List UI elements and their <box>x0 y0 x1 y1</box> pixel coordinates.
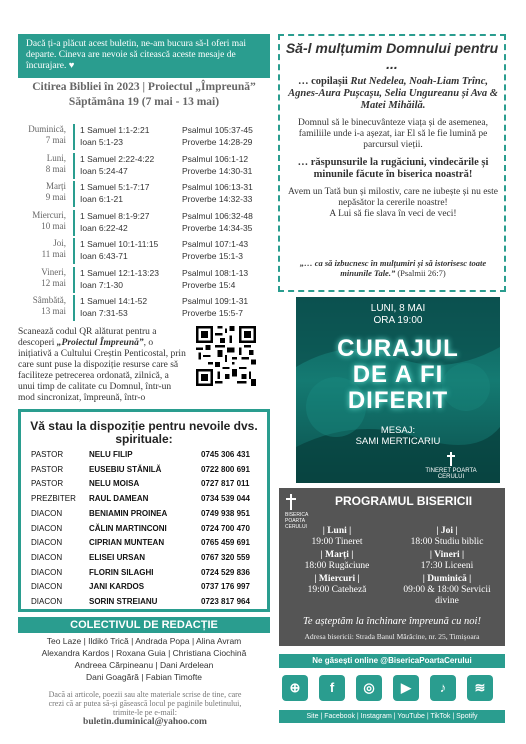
contact-phone[interactable]: 0724 529 836 <box>201 567 250 577</box>
reading-row <box>18 295 270 325</box>
reading-ref: Psalmul 108:1-13 <box>182 267 249 278</box>
contact-phone[interactable]: 0767 320 559 <box>201 552 250 562</box>
church-address: Adresa bisericii: Strada Banul Mărăcine, nr. 25, Timișoara <box>304 632 480 641</box>
reading-refs-secondary <box>182 238 248 262</box>
contact-role: DIACON <box>31 597 63 606</box>
contact-row <box>31 465 263 478</box>
contact-name: FLORIN SILAGHI <box>89 567 154 577</box>
contact-role: DIACON <box>31 567 63 577</box>
reading-ref: Psalmul 106:13-31 <box>182 182 253 192</box>
reading-ref: Ioan 7:1-30 <box>80 279 124 290</box>
footer-email-link[interactable]: buletin.duminical@yahoo.com <box>83 717 207 727</box>
reading-day-date: 10 mai <box>41 220 66 231</box>
contact-name: SORIN STREIANU <box>89 597 158 606</box>
contact-row <box>31 479 263 492</box>
reading-day <box>18 210 66 232</box>
contact-name: NELU MOISA <box>89 479 140 489</box>
glory-text: A Lui să fie slava în veci de veci! <box>329 209 457 219</box>
contact-role: DIACON <box>31 582 63 592</box>
children-names: Rut Nedelea, Noah-Liam Trînc, Agnes-Aura Pușcașu, Selia Ungureanu și Ava & Matei Mihăilă. <box>288 76 498 111</box>
reading-day <box>18 181 66 203</box>
reading-divider <box>73 295 75 321</box>
contact-phone[interactable]: 0723 817 964 <box>201 597 250 606</box>
poster-message-label: MESAJ: <box>380 425 416 436</box>
contact-name: BENIAMIN PROINEA <box>89 508 168 518</box>
reading-refs-primary <box>80 267 159 291</box>
church-logo <box>285 494 325 530</box>
thanksgiving-box <box>278 34 506 292</box>
reading-ref: Proverbe 15:1-3 <box>182 251 243 261</box>
contact-name: CĂLIN MARTINCONI <box>89 523 167 533</box>
reading-refs-secondary <box>182 181 253 205</box>
poster-date <box>296 303 500 327</box>
schedule-activity: 09:00 & 18:00 Servicii divine <box>403 585 491 606</box>
reading-ref: Psalmul 107:1-43 <box>182 239 249 249</box>
globe-icon[interactable]: ⊕ <box>282 675 308 701</box>
schedule-item <box>285 526 389 548</box>
reading-refs-primary <box>80 295 147 319</box>
qr-description <box>18 327 186 404</box>
reading-ref: 1 Samuel 10:1-11:15 <box>80 239 159 249</box>
footer-note: Dacă ai articole, poezii sau alte materiale scrise de tine, care crezi că ar putea să-și găsească locul pe paginile buletinului, trimite-le pe e-mail: <box>48 690 242 717</box>
schedule-day: | Joi | <box>436 526 458 536</box>
schedule-activity: 18:00 Rugăciune <box>304 561 370 571</box>
contact-row <box>31 582 263 595</box>
reading-ref: 1 Samuel 12:1-13:23 <box>80 267 159 278</box>
reading-ref: Proverbe 14:32-33 <box>182 194 253 204</box>
reading-refs-primary <box>80 210 149 234</box>
qr-description-rest: , o inițiativă a Cultului Creștin Penticostal, prin care sunt puse la dispoziție resurse care să faciliteze petrecerea ordonată, zilnică, a unui timp de calitate cu Domnul, într-un mod sincronizat, împreună, într-o <box>18 338 186 403</box>
schedule-activity: 18:00 Studiu biblic <box>410 537 484 547</box>
contact-phone[interactable]: 0749 938 951 <box>201 508 250 518</box>
reading-ref: Ioan 5:1-23 <box>80 137 124 147</box>
qr-description-intro: Scanează codul QR alăturat pentru a descoperi <box>18 327 157 348</box>
reading-day-name: Sâmbătă, <box>32 295 66 305</box>
poster-time: ORA 19:00 <box>373 315 423 326</box>
reading-row <box>18 181 270 211</box>
reading-ref: 1 Samuel 14:1-52 <box>80 296 148 306</box>
reading-refs-primary <box>80 124 149 148</box>
reading-refs-primary <box>80 153 154 177</box>
contact-name: ELISEI URSAN <box>89 552 146 562</box>
contact-phone[interactable]: 0737 176 997 <box>201 582 250 592</box>
reading-day <box>18 295 66 317</box>
reading-divider <box>73 267 75 293</box>
schedule-day: | Duminică | <box>422 574 472 584</box>
reading-day-date: 9 mai <box>45 192 66 202</box>
reading-refs-primary <box>80 181 149 205</box>
poster-message <box>296 425 500 447</box>
contact-phone[interactable]: 0765 459 691 <box>201 538 250 548</box>
contact-row <box>31 597 263 610</box>
contact-role: DIACON <box>31 523 63 533</box>
qr-code-icon[interactable] <box>196 326 256 386</box>
reading-row <box>18 267 270 297</box>
contact-name: RAUL DAMEAN <box>89 494 149 504</box>
contact-phone[interactable]: 0722 800 691 <box>201 464 250 474</box>
poster-headline-1: CURAJUL <box>337 335 459 362</box>
contact-role: DIACON <box>31 508 63 518</box>
poster-headline-2: DE A FI <box>352 361 444 388</box>
schedule-activity: 19:00 Cateheză <box>307 585 367 595</box>
program-title: PROGRAMUL BISERICII <box>335 494 473 508</box>
reading-ref: Ioan 6:43-71 <box>80 251 128 261</box>
contact-row <box>31 450 263 463</box>
contact-phone[interactable]: 0734 539 044 <box>201 494 250 504</box>
intro-banner: Dacă ți-a plăcut acest buletin, ne-am bucura să-l oferi mai departe. Cineva are nevoie să citească aceste mesaje de încurajare. ♥ <box>18 34 270 78</box>
reading-divider <box>73 124 75 150</box>
reading-divider <box>73 153 75 179</box>
contact-role: PREZBITER <box>31 494 76 504</box>
reading-ref: Proverbe 14:28-29 <box>182 137 253 147</box>
reading-day-name: Vineri, <box>41 266 66 277</box>
contact-row <box>31 568 263 581</box>
schedule-day: | Miercuri | <box>314 574 360 584</box>
reading-ref: 1 Samuel 5:1-7:17 <box>80 182 150 192</box>
contact-row <box>31 553 263 566</box>
contact-name: NELU FILIP <box>89 450 133 459</box>
schedule-item <box>395 574 499 607</box>
reading-ref: Proverbe 14:30-31 <box>182 165 253 176</box>
poster-speaker: SAMI MERTICARIU <box>355 436 441 447</box>
poster-logo-text: TINERET POARTA CERULUI <box>425 468 477 480</box>
reading-ref: Ioan 7:31-53 <box>80 308 128 318</box>
reading-day-date: 7 mai <box>45 135 66 145</box>
tiktok-icon[interactable]: ♪ <box>430 675 456 701</box>
editors-line: Teo Laze | Ildikó Trică | Andrada Popa | Alina Avram <box>46 636 242 646</box>
contact-role: PASTOR <box>31 464 64 474</box>
contact-phone[interactable]: 0724 700 470 <box>201 523 250 533</box>
youtube-icon[interactable]: ▶ <box>393 675 419 701</box>
reading-refs-secondary <box>182 153 252 177</box>
cross-icon <box>285 494 297 510</box>
contact-role: DIACON <box>31 538 63 548</box>
schedule-activity: 17:30 Liceeni <box>420 561 474 571</box>
verse-text: „… ca să izbucnesc în mulțumiri și să istorisesc toate minunile Tale.” <box>299 258 487 278</box>
reading-day-name: Marți <box>46 181 66 191</box>
contact-row <box>31 494 263 507</box>
reading-day-date: 12 mai <box>41 277 66 288</box>
reading-ref: Psalmul 106:1-12 <box>182 153 249 164</box>
reading-row <box>18 210 270 240</box>
blessing-text: Domnul să le binecuvânteze viața și de asemenea, familiile unde i-a așezat, iar El să le fie lumină pe parcursul vieții. <box>298 118 488 150</box>
schedule-day: | Vineri | <box>429 550 465 560</box>
reading-ref: Ioan 6:1-21 <box>80 194 124 204</box>
contacts-title: Vă stau la dispoziție pentru nevoile dvs. spirituale: <box>30 419 258 446</box>
reading-plan-title: Citirea Bibliei în 2023 | Proiectul „Împreună” <box>32 81 256 93</box>
reading-day <box>18 124 66 146</box>
reading-day <box>18 267 66 289</box>
contact-row <box>31 524 263 537</box>
reading-refs-secondary <box>182 210 253 234</box>
contact-row <box>31 538 263 551</box>
reading-day-name: Luni, <box>46 152 66 163</box>
reading-ref: Ioan 6:22-42 <box>80 222 128 233</box>
contacts-box <box>18 409 270 612</box>
church-logo-text: BISERICA POARTA CERULUI <box>285 512 309 530</box>
reading-ref: 1 Samuel 8:1-9:27 <box>80 210 150 221</box>
cross-icon <box>446 452 456 466</box>
bible-verse <box>286 258 500 278</box>
reading-day-name: Duminică, <box>28 124 66 134</box>
reading-divider <box>73 181 75 207</box>
reading-refs-secondary <box>182 295 248 319</box>
reading-ref: Proverbe 15:5-7 <box>182 308 243 318</box>
reading-divider <box>73 210 75 236</box>
contact-role: PASTOR <box>31 479 64 489</box>
instagram-icon[interactable]: ◎ <box>356 675 382 701</box>
program-invite: Te așteptăm la închinare împreună cu noi! <box>303 616 481 627</box>
poster-day: LUNI, 8 MAI <box>370 303 426 314</box>
reading-ref: Psalmul 105:37-45 <box>182 125 253 135</box>
reading-ref: Proverbe 14:34-35 <box>182 222 253 233</box>
reading-refs-secondary <box>182 267 248 291</box>
schedule-day: | Luni | <box>322 526 352 536</box>
reading-refs-primary <box>80 238 158 262</box>
contact-phone[interactable]: 0745 306 431 <box>201 450 250 459</box>
reading-plan-week: Săptămâna 19 (7 mai - 13 mai) <box>68 96 220 108</box>
thanksgiving-title: Să-l mulțumim Domnului pentru ... <box>285 40 499 72</box>
reading-row <box>18 124 270 154</box>
schedule-activity: 19:00 Tineret <box>311 537 363 547</box>
contact-name: CIPRIAN MUNTEAN <box>89 538 165 548</box>
reading-row <box>18 153 270 183</box>
reading-ref: Proverbe 15:4 <box>182 279 236 290</box>
schedule-item <box>285 550 389 572</box>
reading-ref: Psalmul 109:1-31 <box>182 296 249 306</box>
schedule-item <box>395 550 499 572</box>
contact-name: EUSEBIU STĂNILĂ <box>89 464 162 474</box>
editors-title: COLECTIVUL DE REDACȚIE <box>18 617 270 633</box>
contact-row <box>31 509 263 522</box>
contact-phone[interactable]: 0727 817 011 <box>201 479 250 489</box>
editors-line: Dani Goagără | Fabian Timofte <box>85 672 203 682</box>
church-program-box <box>279 488 505 646</box>
poster-headline-3: DIFERIT <box>347 387 449 414</box>
reading-row <box>18 238 270 268</box>
facebook-icon[interactable]: f <box>319 675 345 701</box>
reading-day <box>18 238 66 260</box>
poster-logo <box>416 452 486 480</box>
reading-day-name: Joi, <box>53 238 66 248</box>
reading-ref: Psalmul 106:32-48 <box>182 210 253 221</box>
reading-ref: 1 Samuel 1:1-2:21 <box>80 125 150 135</box>
reading-divider <box>73 238 75 264</box>
contact-role: DIACON <box>31 552 63 562</box>
spotify-icon[interactable]: ≋ <box>467 675 493 701</box>
reading-day <box>18 153 66 175</box>
reading-refs-secondary <box>182 124 253 148</box>
contact-role: PASTOR <box>31 450 64 459</box>
reading-day-date: 8 mai <box>45 163 66 174</box>
event-poster[interactable] <box>296 297 500 483</box>
editors-line: Andreea Cărpineanu | Dani Ardelean <box>74 660 214 670</box>
social-online-banner: Ne găsești online @BisericaPoartaCerului <box>279 654 505 668</box>
social-links-bar[interactable]: Site | Facebook | Instagram | YouTube | TikTok | Spotify <box>279 710 505 723</box>
qr-project-name: „Proiectul Împreună” <box>56 338 144 348</box>
reading-day-date: 11 mai <box>41 249 66 259</box>
reading-day-name: Miercuri, <box>32 209 66 220</box>
schedule-item <box>285 574 389 596</box>
father-text: Avem un Tată bun și milostiv, care ne iubește și nu este nepăsător la cererile noastre! <box>288 187 498 208</box>
children-intro: … copilașii <box>297 76 351 87</box>
verse-reference: (Psalmii 26:7) <box>397 268 446 278</box>
reading-ref: Ioan 5:24-47 <box>80 165 128 176</box>
editors-line: Alexandra Kardos | Roxana Guia | Christiana Ciochină <box>41 648 247 658</box>
schedule-item <box>395 526 499 548</box>
answers-text: … răspunsurile la rugăciuni, vindecările și minunile făcute în biserica noastră! <box>297 157 489 180</box>
reading-ref: 1 Samuel 2:22-4:22 <box>80 153 155 164</box>
contact-name: JANI KARDOS <box>89 582 145 592</box>
thanksgiving-body <box>286 76 500 226</box>
schedule-day: | Marți | <box>320 550 354 560</box>
reading-day-date: 13 mai <box>41 306 66 316</box>
